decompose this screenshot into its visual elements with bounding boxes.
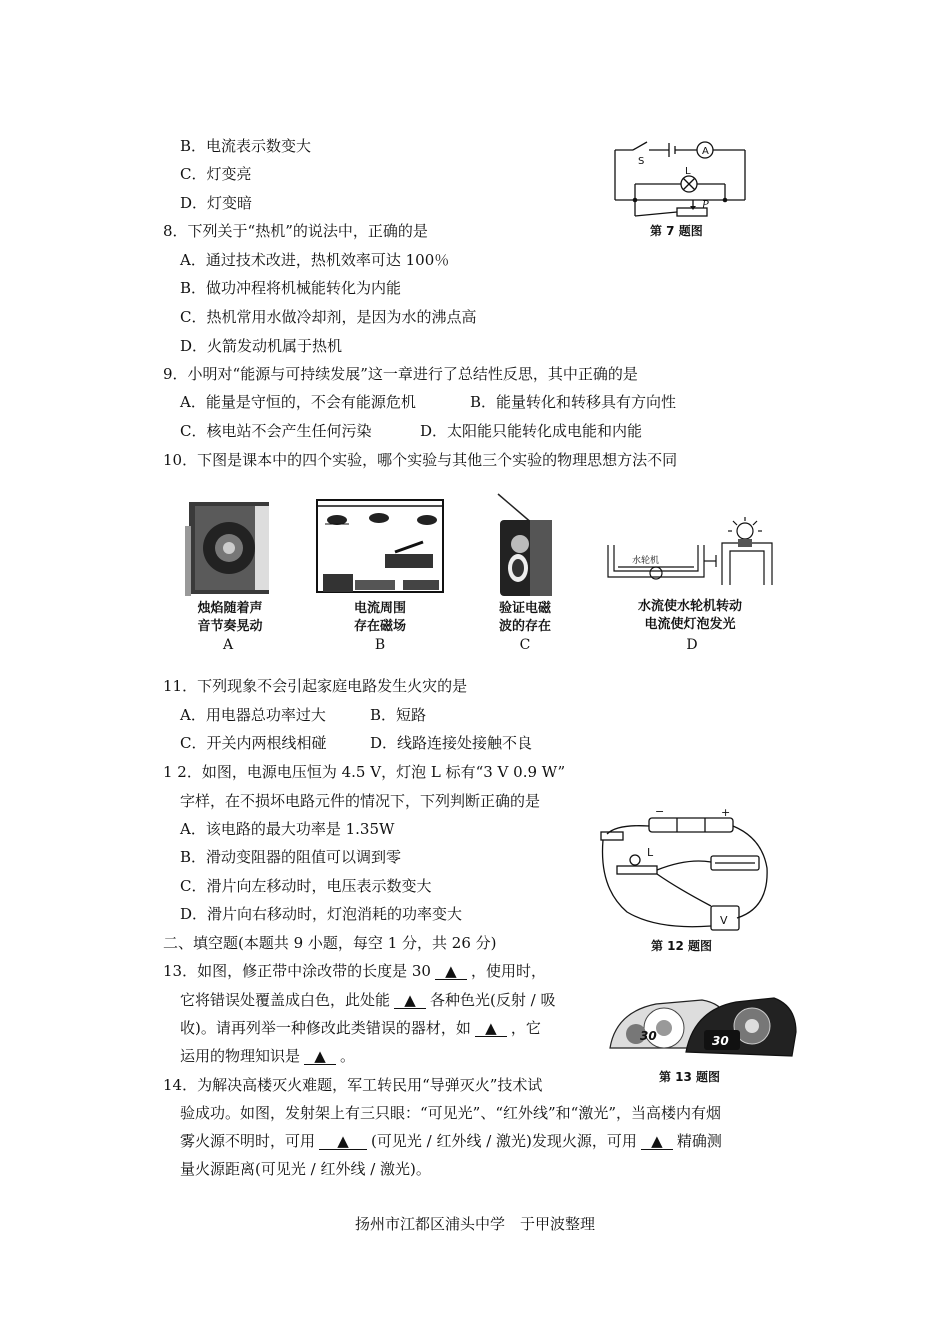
q12-stem-line2: 字样，在不损坏电路元件的情况下，下列判断正确的是 — [180, 792, 541, 810]
q14-line3-a: 雾火源不明时，可用 — [180, 1132, 316, 1150]
q13-blank-1[interactable]: ▲ — [435, 963, 467, 980]
water-wheel-label: 水轮机 — [632, 556, 660, 566]
q12-option-c: C．滑片向左移动时，电压表示数变大 — [180, 877, 432, 895]
experiment-c-line1: 验证电磁 — [498, 601, 551, 616]
q12-option-a: A．该电路的最大功率是 1.35W — [180, 820, 395, 838]
q9-option-d: D．太阳能只能转化成电能和内能 — [420, 422, 643, 440]
q12-circuit-diagram — [597, 808, 777, 938]
experiment-d-label — [600, 598, 780, 634]
experiment-a-letter: A — [222, 637, 234, 653]
q8-option-d: D．火箭发动机属于热机 — [180, 337, 343, 355]
q13-line3 — [180, 1018, 541, 1038]
experiment-d-letter: D — [686, 637, 698, 653]
experiment-b-letter: B — [374, 637, 386, 653]
q8-option-c: C．热机常用水做冷却剂，是因为水的沸点高 — [180, 308, 477, 326]
q13-line4-b: 。 — [340, 1047, 356, 1065]
q7-option-d: D．灯变暗 — [180, 194, 253, 212]
q12-option-b: B．滑动变阻器的阻值可以调到零 — [180, 848, 402, 866]
experiment-c-letter: C — [519, 637, 531, 653]
experiment-b-photo — [315, 496, 445, 596]
page-footer: 扬州市江都区浦头中学 于甲波整理 — [354, 1215, 595, 1233]
experiment-a-photo — [185, 496, 273, 600]
q13-line3-b: ，它 — [510, 1019, 541, 1037]
experiment-c-photo — [490, 490, 560, 600]
q13-line2-b: 各种色光(反射 / 吸 — [430, 991, 556, 1009]
experiment-b-line1: 电流周围 — [353, 601, 406, 616]
q7-option-b: B．电流表示数变大 — [180, 137, 312, 155]
q14-line3 — [180, 1131, 722, 1151]
q14-line3-c: 精确测 — [676, 1132, 722, 1150]
q8-option-b: B．做功冲程将机械能转化为内能 — [180, 279, 402, 297]
q9-stem: 9．小明对“能源与可持续发展”这一章进行了总结性反思，其中正确的是 — [163, 365, 638, 383]
voltmeter-label: V — [720, 914, 728, 927]
section-2-heading: 二、填空题(本题共 9 小题，每空 1 分，共 26 分) — [163, 934, 497, 952]
q11-option-a: A．用电器总功率过大 — [180, 706, 326, 724]
lamp-l-label: L — [647, 846, 654, 859]
experiment-a-line1: 烛焰随着声 — [197, 601, 263, 616]
q7-caption: 第 7 题图 — [650, 224, 703, 238]
q8-option-a: A．通过技术改进，热机效率可达 100％ — [180, 251, 450, 269]
q9-option-b: B．能量转化和转移具有方向性 — [470, 393, 677, 411]
experiment-c-label — [475, 600, 575, 636]
q13-line1 — [163, 961, 546, 981]
q13-correction-tape-photo — [606, 992, 798, 1066]
experiment-d-line1: 水流使水轮机转动 — [637, 599, 742, 614]
ammeter-label: A — [702, 146, 709, 157]
q13-line1-a: 13．如图，修正带中涂改带的长度是 30 — [163, 962, 431, 980]
slider-label: P — [702, 200, 709, 211]
q13-line4-a: 运用的物理知识是 — [180, 1047, 301, 1065]
q13-caption: 第 13 题图 — [659, 1070, 721, 1084]
q13-line1-b: ，使用时， — [470, 962, 546, 980]
q12-stem-line1: 1 2．如图，电源电压恒为 4.5 V，灯泡 L 标有“3 V 0.9 W” — [163, 763, 566, 781]
q11-option-b: B．短路 — [370, 706, 427, 724]
q13-blank-3[interactable]: ▲ — [475, 1020, 507, 1037]
q9-option-c: C．核电站不会产生任何污染 — [180, 422, 372, 440]
q13-line2 — [180, 990, 555, 1010]
q11-option-d: D．线路连接处接触不良 — [370, 734, 533, 752]
experiment-b-label — [330, 600, 430, 636]
q14-line3-b: (可见光 / 红外线 / 激光)发现火源，可用 — [371, 1132, 637, 1150]
q9-option-a: A．能量是守恒的，不会有能源危机 — [180, 393, 416, 411]
q12-caption: 第 12 题图 — [651, 939, 713, 953]
q13-blank-2[interactable]: ▲ — [394, 992, 426, 1009]
q7-option-c: C．灯变亮 — [180, 165, 252, 183]
experiment-d-line2: 电流使灯泡发光 — [644, 617, 736, 632]
battery-plus: + — [721, 808, 731, 819]
tape-1-number: 30 — [640, 1029, 657, 1043]
experiment-a-label — [180, 600, 280, 636]
q13-blank-4[interactable]: ▲ — [304, 1048, 336, 1065]
q13-line4 — [180, 1046, 355, 1066]
experiment-c-line2: 波的存在 — [498, 619, 551, 634]
q8-stem: 8．下列关于“热机”的说法中，正确的是 — [163, 222, 428, 240]
q14-line1: 14．为解决高楼灭火难题，军工转民用“导弹灭火”技术试 — [163, 1076, 543, 1094]
q10-stem: 10．下图是课本中的四个实验，哪个实验与其他三个实验的物理思想方法不同 — [163, 451, 678, 469]
q14-blank-2[interactable]: ▲ — [641, 1133, 673, 1150]
experiment-b-line2: 存在磁场 — [353, 619, 406, 634]
q14-line2: 验成功。如图，发射架上有三只眼：“可见光”、“红外线”和“激光”，当高楼内有烟 — [180, 1104, 722, 1122]
q14-blank-1[interactable]: ▲ — [319, 1133, 367, 1150]
lamp-label: L — [685, 166, 691, 177]
q12-option-d: D．滑片向右移动时，灯泡消耗的功率变大 — [180, 905, 463, 923]
q13-line2-a: 它将错误处覆盖成白色，此处能 — [180, 991, 391, 1009]
q14-line4: 量火源距离(可见光 / 红外线 / 激光)。 — [180, 1160, 431, 1178]
switch-label: S — [638, 156, 645, 167]
experiment-d-diagram — [604, 515, 784, 595]
q11-option-c: C．开关内两根线相碰 — [180, 734, 327, 752]
q7-circuit-diagram — [605, 136, 755, 218]
experiment-a-line2: 音节奏晃动 — [197, 619, 263, 634]
battery-minus: − — [655, 808, 665, 818]
q11-stem: 11．下列现象不会引起家庭电路发生火灾的是 — [163, 677, 468, 695]
tape-2-number: 30 — [712, 1034, 729, 1048]
q13-line3-a: 收)。请再列举一种修改此类错误的器材，如 — [180, 1019, 471, 1037]
